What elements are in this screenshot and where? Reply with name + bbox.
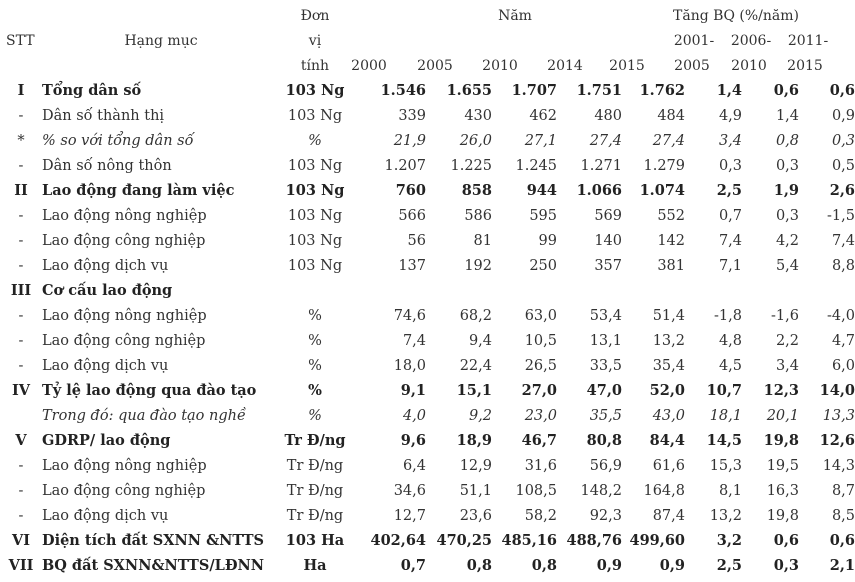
row-growth-value: 8,8 xyxy=(831,257,855,274)
row-item-name: Lao động dịch vụ xyxy=(42,257,169,274)
row-year-value: 27,1 xyxy=(524,132,557,149)
header-growth-period-to: 2015 xyxy=(787,58,823,74)
row-year-value: 22,4 xyxy=(459,357,492,374)
row-growth-value xyxy=(799,278,855,303)
table-body xyxy=(0,78,855,578)
statistics-table xyxy=(0,78,855,578)
row-growth-value: 0,3 xyxy=(775,157,799,174)
table-row xyxy=(0,403,855,428)
row-year-value: 0,8 xyxy=(531,557,557,574)
row-item-name: BQ đất SXNN&NTTS/LĐNN xyxy=(42,557,264,574)
row-growth-value: 14,3 xyxy=(822,457,855,474)
row-year-value: 99 xyxy=(538,232,557,249)
row-year-value: 23,0 xyxy=(524,407,557,424)
row-growth-value: 0,8 xyxy=(775,132,799,149)
row-growth-value: 1,4 xyxy=(775,107,799,124)
row-year-value: 1.762 xyxy=(639,82,685,99)
header-growth-period-from: 2001- xyxy=(673,33,715,49)
table-row xyxy=(0,378,855,403)
table-row xyxy=(0,103,855,128)
row-year-value: 80,8 xyxy=(586,432,622,449)
row-unit: 103 Ng xyxy=(287,207,343,224)
row-year-value: 10,5 xyxy=(524,332,557,349)
row-year-value: 46,7 xyxy=(521,432,557,449)
row-growth-value: 0,3 xyxy=(718,157,742,174)
row-year-value: 31,6 xyxy=(524,457,557,474)
row-growth-value: 2,2 xyxy=(775,332,799,349)
row-year-value: 6,4 xyxy=(402,457,426,474)
row-growth-value: 0,7 xyxy=(718,207,742,224)
header-growth-period-from: 2011- xyxy=(787,33,829,49)
row-year-value: 1.074 xyxy=(639,182,685,199)
row-year-value: 35,5 xyxy=(589,407,622,424)
row-year-value: 488,76 xyxy=(566,532,622,549)
row-year-value: 23,6 xyxy=(459,507,492,524)
row-growth-value: 1,9 xyxy=(773,182,799,199)
row-year-value: 381 xyxy=(657,257,685,274)
row-year-value: 43,0 xyxy=(652,407,685,424)
row-year-value: 462 xyxy=(529,107,557,124)
table-row xyxy=(0,428,855,453)
table-row xyxy=(0,528,855,553)
row-year-value xyxy=(557,278,622,303)
row-growth-value: 20,1 xyxy=(766,407,799,424)
row-year-value: 9,1 xyxy=(400,382,426,399)
row-year-value: 192 xyxy=(464,257,492,274)
row-year-value xyxy=(360,278,426,303)
row-stt: * xyxy=(17,132,25,149)
row-unit: 103 Ng xyxy=(285,182,345,199)
row-year-value: 34,6 xyxy=(393,482,426,499)
row-year-value: 56,9 xyxy=(589,457,622,474)
table-row xyxy=(0,453,855,478)
row-unit: 103 Ng xyxy=(287,157,343,174)
header-unit-line-2: vị xyxy=(308,33,322,49)
row-year-value: 26,0 xyxy=(459,132,492,149)
row-stt: - xyxy=(18,107,24,124)
row-year-value: 13,1 xyxy=(589,332,622,349)
row-growth-value: 8,7 xyxy=(831,482,855,499)
row-growth-value: 4,7 xyxy=(831,332,855,349)
row-unit: Tr Đ/ng xyxy=(284,432,346,449)
row-growth-value: 2,6 xyxy=(829,182,855,199)
row-growth-value: -1,8 xyxy=(714,307,742,324)
table-row xyxy=(0,503,855,528)
header-growth-period-to: 2005 xyxy=(674,58,710,74)
row-growth-value xyxy=(685,278,742,303)
row-year-value: 51,1 xyxy=(459,482,492,499)
row-stt: IV xyxy=(11,382,31,399)
row-growth-value: 4,9 xyxy=(718,107,742,124)
row-unit: Tr Đ/ng xyxy=(286,507,344,524)
row-year-value: 485,16 xyxy=(501,532,557,549)
row-item-name: Tỷ lệ lao động qua đào tạo xyxy=(42,382,257,399)
table-row xyxy=(0,128,855,153)
row-year-value: 84,4 xyxy=(649,432,685,449)
row-year-value: 9,6 xyxy=(400,432,426,449)
header-unit-line-1: Đơn xyxy=(300,8,330,24)
row-growth-value: 16,3 xyxy=(766,482,799,499)
row-growth-value: 6,0 xyxy=(831,357,855,374)
header-year: 2010 xyxy=(482,58,518,74)
row-growth-value: 19,5 xyxy=(766,457,799,474)
row-year-value: 58,2 xyxy=(524,507,557,524)
row-growth-value: 10,7 xyxy=(706,382,742,399)
row-year-value: 108,5 xyxy=(515,482,557,499)
row-growth-value: 7,4 xyxy=(718,232,742,249)
row-year-value: 148,2 xyxy=(580,482,622,499)
row-item-name: Dân số thành thị xyxy=(42,107,165,124)
header-growth-period-from: 2006- xyxy=(730,33,772,49)
row-item-name: Lao động công nghiệp xyxy=(42,232,206,249)
row-year-value: 0,7 xyxy=(400,557,426,574)
row-growth-value: 3,2 xyxy=(716,532,742,549)
row-growth-value: 4,8 xyxy=(718,332,742,349)
row-year-value: 1.707 xyxy=(511,82,557,99)
row-year-value: 164,8 xyxy=(643,482,685,499)
row-year-value: 357 xyxy=(594,257,622,274)
row-year-value: 12,7 xyxy=(393,507,426,524)
row-stt: - xyxy=(18,232,24,249)
row-year-value: 0,9 xyxy=(596,557,622,574)
row-year-value: 499,60 xyxy=(629,532,685,549)
header-stt: STT xyxy=(6,33,35,49)
row-growth-value: 13,2 xyxy=(709,507,742,524)
row-year-value: 0,8 xyxy=(466,557,492,574)
row-growth-value: 4,5 xyxy=(718,357,742,374)
row-unit: % xyxy=(308,407,322,424)
row-item-name: Diện tích đất SXNN &NTTS xyxy=(42,532,264,549)
row-stt: - xyxy=(18,257,24,274)
row-growth-value: 14,5 xyxy=(706,432,742,449)
row-growth-value: 7,4 xyxy=(831,232,855,249)
row-growth-value: -4,0 xyxy=(827,307,855,324)
row-year-value: 63,0 xyxy=(524,307,557,324)
row-year-value: 858 xyxy=(461,182,492,199)
row-growth-value: 0,9 xyxy=(831,107,855,124)
row-growth-value: 3,4 xyxy=(718,132,742,149)
row-stt: VI xyxy=(11,532,31,549)
row-stt: - xyxy=(18,332,24,349)
row-year-value: 760 xyxy=(395,182,426,199)
table-row xyxy=(0,78,855,103)
table-row xyxy=(0,553,855,578)
row-stt: I xyxy=(17,82,25,99)
row-stt: III xyxy=(10,282,32,299)
row-year-value: 12,9 xyxy=(459,457,492,474)
row-growth-value: 2,1 xyxy=(829,557,855,574)
row-year-value: 13,2 xyxy=(652,332,685,349)
row-growth-value: 0,3 xyxy=(775,207,799,224)
row-year-value: 1.066 xyxy=(576,182,622,199)
row-growth-value: 0,5 xyxy=(831,157,855,174)
row-item-name: Lao động dịch vụ xyxy=(42,357,169,374)
row-year-value: 1.279 xyxy=(643,157,685,174)
row-year-value: 74,6 xyxy=(393,307,426,324)
table-row xyxy=(0,478,855,503)
row-growth-value: 19,8 xyxy=(763,432,799,449)
row-stt: - xyxy=(18,157,24,174)
row-year-value: 569 xyxy=(594,207,622,224)
row-stt: - xyxy=(18,357,24,374)
row-year-value: 595 xyxy=(529,207,557,224)
row-item-name: % so với tổng dân số xyxy=(42,132,194,149)
row-growth-value: 19,8 xyxy=(766,507,799,524)
row-growth-value: 8,1 xyxy=(718,482,742,499)
row-year-value: 250 xyxy=(529,257,557,274)
row-growth-value: 12,3 xyxy=(763,382,799,399)
row-item-name: Lao động dịch vụ xyxy=(42,507,169,524)
row-item-name: Tổng dân số xyxy=(42,82,142,99)
row-stt: - xyxy=(18,307,24,324)
row-stt: VII xyxy=(8,557,34,574)
row-unit: 103 Ng xyxy=(287,107,343,124)
row-growth-value: 2,5 xyxy=(716,182,742,199)
row-year-value: 430 xyxy=(464,107,492,124)
row-stt: V xyxy=(15,432,27,449)
row-growth-value xyxy=(742,278,799,303)
row-year-value: 1.245 xyxy=(515,157,557,174)
header-item: Hạng mục xyxy=(124,33,198,49)
row-growth-value: 0,6 xyxy=(773,82,799,99)
row-growth-value: 15,3 xyxy=(709,457,742,474)
row-year-value: 0,9 xyxy=(659,557,685,574)
row-item-name: Lao động nông nghiệp xyxy=(42,457,207,474)
row-year-value: 484 xyxy=(657,107,685,124)
row-growth-value: 0,3 xyxy=(773,557,799,574)
row-year-value: 9,2 xyxy=(468,407,492,424)
row-year-value: 15,1 xyxy=(456,382,492,399)
row-item-name: Lao động nông nghiệp xyxy=(42,207,207,224)
row-unit: % xyxy=(308,307,322,324)
row-year-value: 18,0 xyxy=(393,357,426,374)
row-year-value: 26,5 xyxy=(524,357,557,374)
row-growth-value: 0,6 xyxy=(829,532,855,549)
row-growth-value: 14,0 xyxy=(819,382,855,399)
table-row xyxy=(0,253,855,278)
row-growth-value: 0,6 xyxy=(773,532,799,549)
row-unit: 103 Ng xyxy=(287,232,343,249)
row-item-name: Trong đó: qua đào tạo nghề xyxy=(42,407,246,424)
row-stt: II xyxy=(14,182,28,199)
row-stt: - xyxy=(18,457,24,474)
header-year: 2000 xyxy=(351,58,387,74)
row-growth-value: 2,5 xyxy=(716,557,742,574)
row-year-value: 52,0 xyxy=(649,382,685,399)
header-unit-line-3: tính xyxy=(300,58,330,74)
table-row xyxy=(0,228,855,253)
row-unit: 103 Ng xyxy=(285,82,345,99)
row-year-value xyxy=(492,278,557,303)
row-unit: 103 Ha xyxy=(285,532,345,549)
row-year-value: 1.751 xyxy=(576,82,622,99)
row-stt: - xyxy=(18,207,24,224)
row-year-value: 92,3 xyxy=(589,507,622,524)
header-growth-period-to: 2010 xyxy=(731,58,767,74)
row-growth-value: 1,4 xyxy=(716,82,742,99)
row-unit: % xyxy=(308,357,322,374)
row-year-value: 27,0 xyxy=(521,382,557,399)
row-unit: % xyxy=(308,132,322,149)
row-growth-value: 13,3 xyxy=(822,407,855,424)
header-year: 2014 xyxy=(547,58,583,74)
table-row xyxy=(0,153,855,178)
row-year-value: 9,4 xyxy=(468,332,492,349)
row-year-value: 33,5 xyxy=(589,357,622,374)
row-year-value: 339 xyxy=(398,107,426,124)
row-growth-value: -1,5 xyxy=(827,207,855,224)
row-unit: Tr Đ/ng xyxy=(286,482,344,499)
row-year-value: 4,0 xyxy=(402,407,426,424)
row-year-value: 27,4 xyxy=(589,132,622,149)
row-year-value: 21,9 xyxy=(393,132,426,149)
row-item-name: Cơ cấu lao động xyxy=(42,282,173,299)
row-stt: - xyxy=(18,507,24,524)
row-year-value: 566 xyxy=(398,207,426,224)
row-growth-value: -1,6 xyxy=(771,307,799,324)
table-row xyxy=(0,328,855,353)
row-year-value xyxy=(622,278,685,303)
row-growth-value: 4,2 xyxy=(775,232,799,249)
row-year-value: 51,4 xyxy=(652,307,685,324)
table-row xyxy=(0,178,855,203)
header-year-group: Năm xyxy=(498,8,532,24)
row-stt xyxy=(0,403,42,428)
row-growth-value: 0,6 xyxy=(829,82,855,99)
row-item-name: Lao động nông nghiệp xyxy=(42,307,207,324)
row-year-value: 1.655 xyxy=(446,82,492,99)
row-year-value: 18,9 xyxy=(456,432,492,449)
row-unit xyxy=(270,278,360,303)
row-year-value: 552 xyxy=(657,207,685,224)
row-item-name: Lao động đang làm việc xyxy=(42,182,235,199)
row-item-name: Lao động công nghiệp xyxy=(42,482,206,499)
row-year-value: 1.546 xyxy=(380,82,426,99)
header-year: 2015 xyxy=(609,58,645,74)
row-item-name: GDRP/ lao động xyxy=(42,432,171,449)
row-growth-value: 7,1 xyxy=(718,257,742,274)
row-year-value: 47,0 xyxy=(586,382,622,399)
row-year-value: 480 xyxy=(594,107,622,124)
row-year-value: 1.225 xyxy=(450,157,492,174)
row-year-value: 87,4 xyxy=(652,507,685,524)
row-unit: Ha xyxy=(303,557,327,574)
row-year-value: 470,25 xyxy=(436,532,492,549)
row-year-value: 81 xyxy=(473,232,492,249)
row-item-name: Lao động công nghiệp xyxy=(42,332,206,349)
row-unit: % xyxy=(308,382,322,399)
row-growth-value: 0,3 xyxy=(831,132,855,149)
row-growth-value: 8,5 xyxy=(831,507,855,524)
row-year-value: 68,2 xyxy=(459,307,492,324)
row-stt: - xyxy=(18,482,24,499)
row-year-value: 35,4 xyxy=(652,357,685,374)
table-row xyxy=(0,203,855,228)
row-year-value: 586 xyxy=(464,207,492,224)
row-unit: 103 Ng xyxy=(287,257,343,274)
row-growth-value: 3,4 xyxy=(775,357,799,374)
row-year-value: 53,4 xyxy=(589,307,622,324)
row-item-name: Dân số nông thôn xyxy=(42,157,172,174)
row-growth-value: 18,1 xyxy=(709,407,742,424)
row-year-value: 137 xyxy=(398,257,426,274)
row-unit: Tr Đ/ng xyxy=(286,457,344,474)
row-year-value: 1.207 xyxy=(384,157,426,174)
row-year-value: 7,4 xyxy=(402,332,426,349)
header-growth-group: Tăng BQ (%/năm) xyxy=(673,8,799,24)
row-year-value: 1.271 xyxy=(580,157,622,174)
table-row xyxy=(0,303,855,328)
row-year-value: 61,6 xyxy=(652,457,685,474)
row-growth-value: 12,6 xyxy=(819,432,855,449)
row-unit: % xyxy=(308,332,322,349)
row-year-value: 56 xyxy=(407,232,426,249)
row-year-value xyxy=(426,278,492,303)
row-growth-value: 5,4 xyxy=(775,257,799,274)
row-year-value: 140 xyxy=(594,232,622,249)
row-year-value: 402,64 xyxy=(370,532,426,549)
row-year-value: 142 xyxy=(657,232,685,249)
table-row xyxy=(0,278,855,303)
table-row xyxy=(0,353,855,378)
row-year-value: 27,4 xyxy=(652,132,685,149)
row-year-value: 944 xyxy=(526,182,557,199)
header-year: 2005 xyxy=(417,58,453,74)
